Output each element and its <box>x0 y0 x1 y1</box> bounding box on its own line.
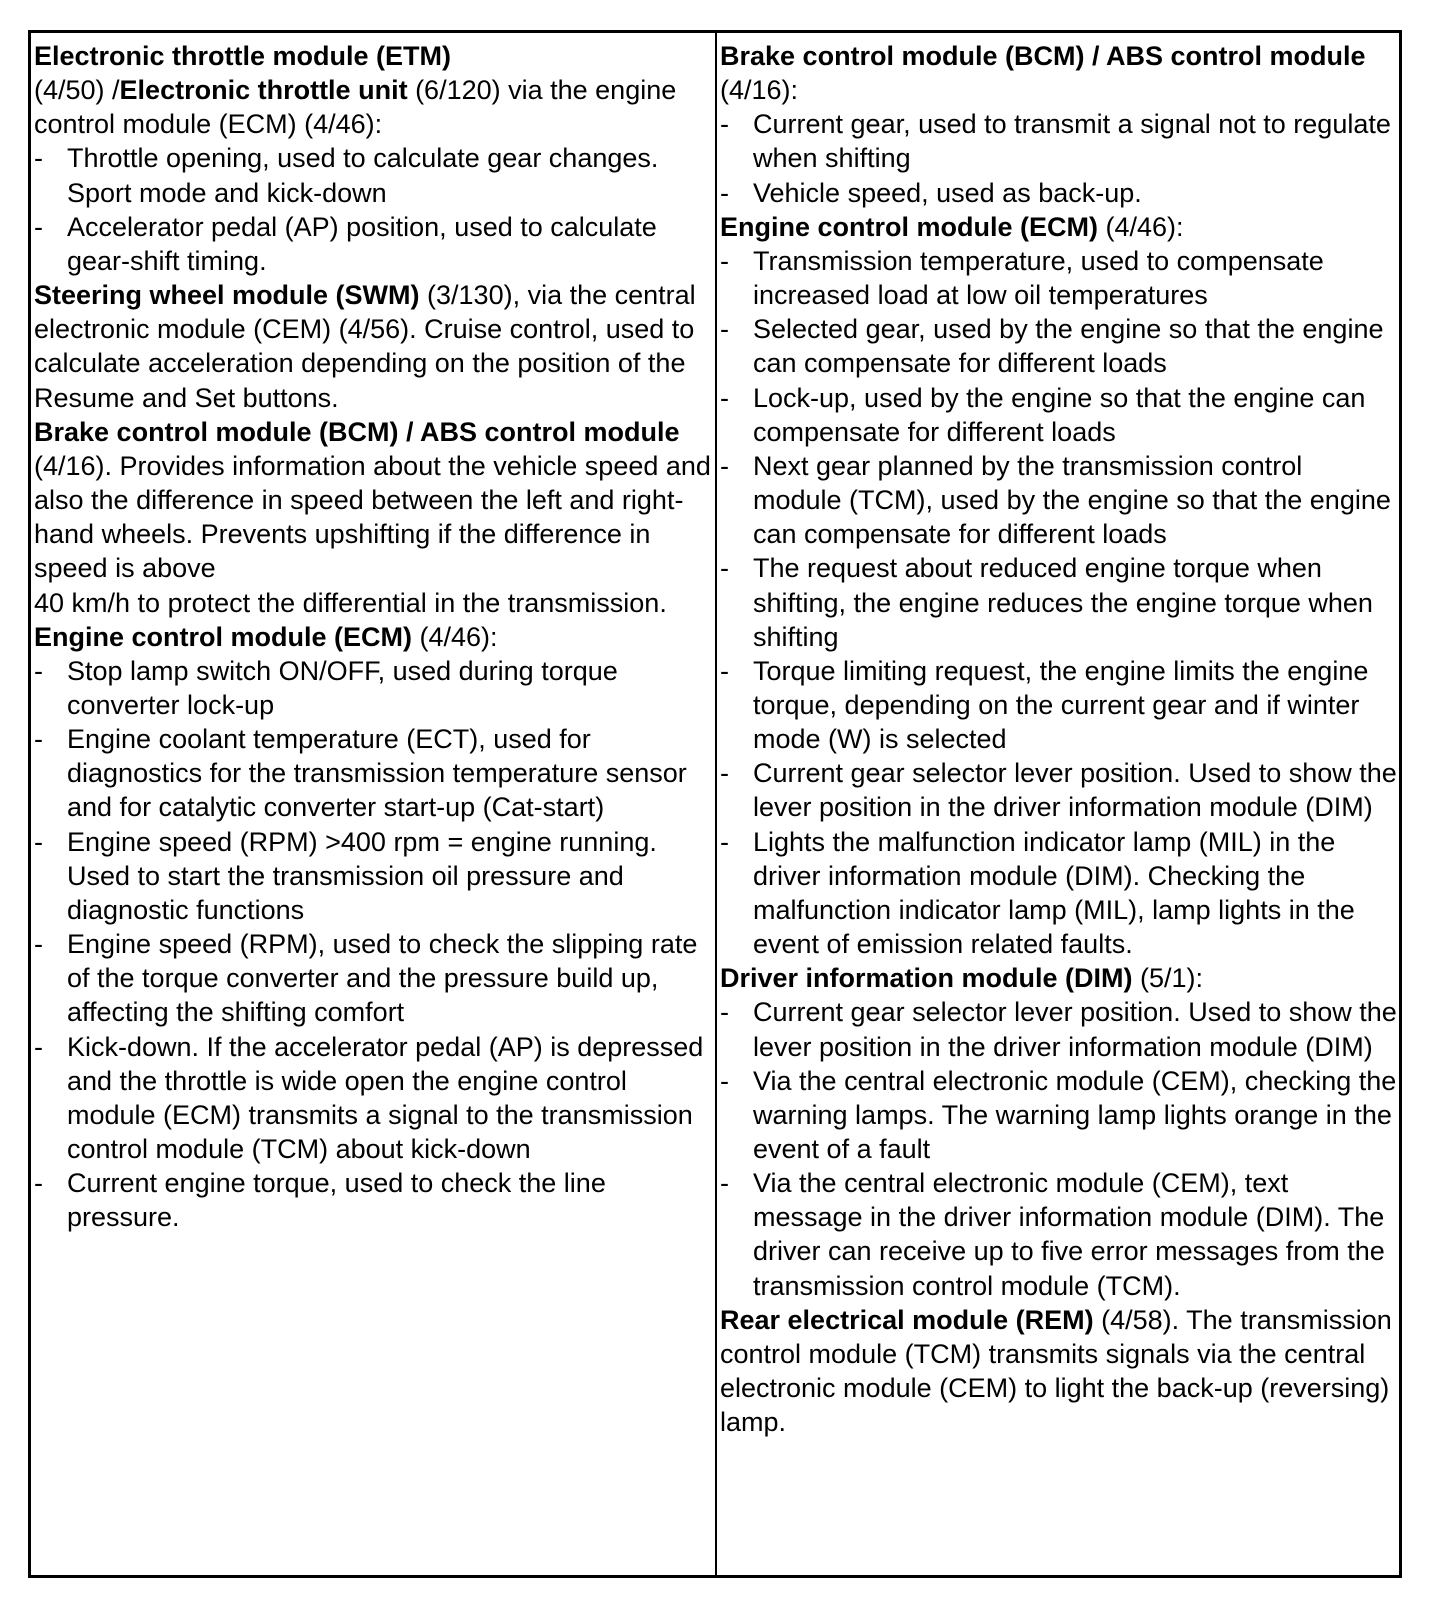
bcm-heading: Brake control module (BCM) / ABS control module <box>34 416 680 447</box>
list-item: - Kick-down. If the accelerator pedal (AP) is depressed and the throttle is wide open the engine control module (ECM) transmits a signal to the transmission control module (TCM) about kick-down <box>34 1031 704 1164</box>
list-item: - Current engine torque, used to check the line pressure. <box>34 1168 606 1233</box>
list-item: - Vehicle speed, used as back-up. <box>720 177 1142 208</box>
swm-paragraph <box>34 278 713 415</box>
bcm-paragraph <box>34 415 713 620</box>
dim-heading: Driver information module (DIM) <box>720 963 1133 994</box>
list-item: - Accelerator pedal (AP) position, used to calculate gear-shift timing. <box>34 211 657 276</box>
list-item: - Transmission temperature, used to compensate increased load at low oil temperatures <box>720 245 1324 311</box>
list-item: - Stop lamp switch ON/OFF, used during torque converter lock-up <box>34 655 618 720</box>
rem-heading: Rear electrical module (REM) <box>720 1304 1094 1335</box>
rem-text: (4/58). The transmission control module (TCM) transmits signals via the central electronic module (CEM) to light the back-up (reversing) lamp. <box>720 1304 1392 1438</box>
list-item: - Current gear selector lever position. Used to show the lever position in the driver information module (DIM) <box>720 758 1397 823</box>
list-item: - Lights the malfunction indicator lamp (MIL) in the driver information module (DIM). Checking the malfunction indicator lamp (MIL), lamp lights in the event of emission related faults. <box>720 826 1355 960</box>
ecm-right-ref: (4/46): <box>1098 211 1184 242</box>
ecm-right-heading: Engine control module (ECM) <box>720 211 1098 242</box>
list-item: - Current gear selector lever position. Used to show the lever position in the driver information module (DIM) <box>720 997 1397 1062</box>
list-item: - Throttle opening, used to calculate gear changes. Sport mode and kick-down <box>34 143 659 208</box>
etm-text: (6/120) via the engine control module (ECM) (4/46): <box>34 75 677 140</box>
etm-paragraph <box>34 39 713 141</box>
etm-heading: Electronic throttle module (ETM) <box>34 41 452 71</box>
swm-heading: Steering wheel module (SWM) <box>34 280 420 311</box>
ecm-ref: (4/46): <box>412 621 498 652</box>
etm-ref: (4/50) / <box>34 75 120 106</box>
list-item: - Via the central electronic module (CEM), text message in the driver information module (DIM). The driver can receive up to five error messages from the transmission control module (TCM). <box>720 1168 1385 1301</box>
list-item: - Current gear, used to transmit a signal not to regulate when shifting <box>720 109 1391 174</box>
content-table <box>28 30 1402 1578</box>
left-column <box>31 33 717 1575</box>
dim-paragraph <box>720 961 1397 995</box>
list-item: - Next gear planned by the transmission control module (TCM), used by the engine so that the engine can compensate for different loads <box>720 450 1391 550</box>
list-item: - Torque limiting request, the engine limits the engine torque, depending on the current gear and if winter mode (W) is selected <box>720 655 1369 755</box>
dim-ref: (5/1): <box>1132 963 1204 994</box>
etu-heading: Electronic throttle unit <box>119 75 408 106</box>
bcm-right-paragraph <box>720 39 1397 107</box>
list-item: - Lock-up, used by the engine so that the engine can compensate for different loads <box>720 382 1366 447</box>
list-item: - The request about reduced engine torque when shifting, the engine reduces the engine torque when shifting <box>720 553 1373 652</box>
list-item: - Engine speed (RPM), used to check the slipping rate of the torque converter and the pressure build up, affecting the shifting comfort <box>34 929 698 1028</box>
swm-text: (3/130), via the central electronic module (CEM) (4/56). Cruise control, used to calculate acceleration depending on the position of the Resume and Set buttons. <box>34 280 696 413</box>
list-item: - Engine speed (RPM) >400 rpm = engine running. Used to start the transmission oil pressure and diagnostic functions <box>34 826 657 925</box>
bcm-text-cont: 40 km/h to protect the differential in the transmission. <box>34 587 667 618</box>
ecm-right-paragraph <box>720 210 1397 244</box>
ecm-heading: Engine control module (ECM) <box>34 621 412 652</box>
bcm-text: (4/16). Provides information about the vehicle speed and also the difference in speed between the left and right-hand wheels. Prevents upshifting if the difference in speed is above <box>34 450 711 584</box>
bcm-right-ref: (4/16): <box>720 75 799 106</box>
ecm-paragraph <box>34 620 713 654</box>
list-item: - Engine coolant temperature (ECT), used for diagnostics for the transmission temperature sensor and for catalytic converter start-up (Cat-start) <box>34 724 687 823</box>
list-item: - Via the central electronic module (CEM), checking the warning lamps. The warning lamp lights orange in the event of a fault <box>720 1065 1397 1164</box>
rem-paragraph <box>720 1303 1397 1440</box>
list-item: - Selected gear, used by the engine so that the engine can compensate for different loads <box>720 314 1384 379</box>
right-column <box>717 33 1399 1575</box>
bcm-right-heading: Brake control module (BCM) / ABS control module <box>720 41 1366 71</box>
